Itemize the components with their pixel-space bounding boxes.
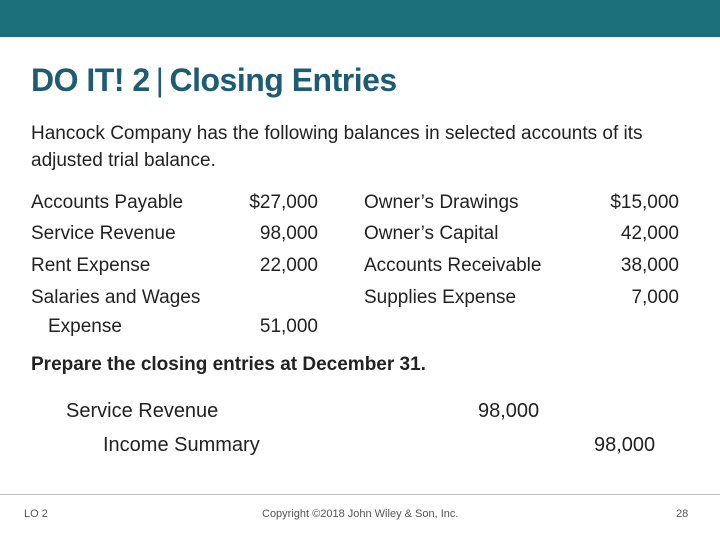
title-separator: |: [155, 62, 164, 98]
balance-left-account: Expense: [48, 316, 122, 337]
footer-divider: [0, 494, 720, 495]
balance-right-amount: 7,000: [631, 287, 679, 308]
balance-right-account: Supplies Expense: [364, 287, 517, 308]
balance-left-account: Rent Expense: [31, 255, 151, 276]
balance-right-account: Owner’s Capital: [364, 223, 499, 244]
balance-left-amount: 22,000: [259, 255, 318, 276]
balance-right-account: Owner’s Drawings: [364, 192, 519, 213]
balance-left-amount: 98,000: [259, 223, 318, 244]
balance-right-amount: $15,000: [610, 192, 679, 213]
intro-text: Hancock Company has the following balances in selected accounts of its adjusted trial balance.: [31, 123, 643, 171]
footer-page-number: 28: [676, 508, 689, 520]
balance-right-amount: 42,000: [620, 223, 679, 244]
balance-left-account: Accounts Payable: [31, 192, 184, 213]
journal-credit-account: Income Summary: [103, 434, 260, 456]
balance-right-account: Accounts Receivable: [364, 255, 542, 276]
journal-credit-amount: 98,000: [594, 434, 656, 456]
balance-right-amount: 38,000: [620, 255, 679, 276]
balance-left-account: Salaries and Wages: [31, 287, 201, 308]
balance-left-amount: $27,000: [249, 192, 318, 213]
slide-title: [31, 62, 397, 99]
journal-debit-amount: 98,000: [478, 400, 540, 422]
top-bar: [0, 0, 720, 37]
prepare-instruction: Prepare the closing entries at December 31.: [31, 354, 426, 375]
footer-learning-objective: LO 2: [24, 508, 48, 520]
balance-left-amount: 51,000: [259, 316, 318, 337]
footer-copyright: Copyright ©2018 John Wiley & Son, Inc.: [262, 508, 459, 520]
title-right: Closing Entries: [169, 62, 397, 98]
title-left: DO IT! 2: [31, 62, 150, 98]
journal-debit-account: Service Revenue: [66, 400, 219, 422]
balance-left-account: Service Revenue: [31, 223, 176, 244]
